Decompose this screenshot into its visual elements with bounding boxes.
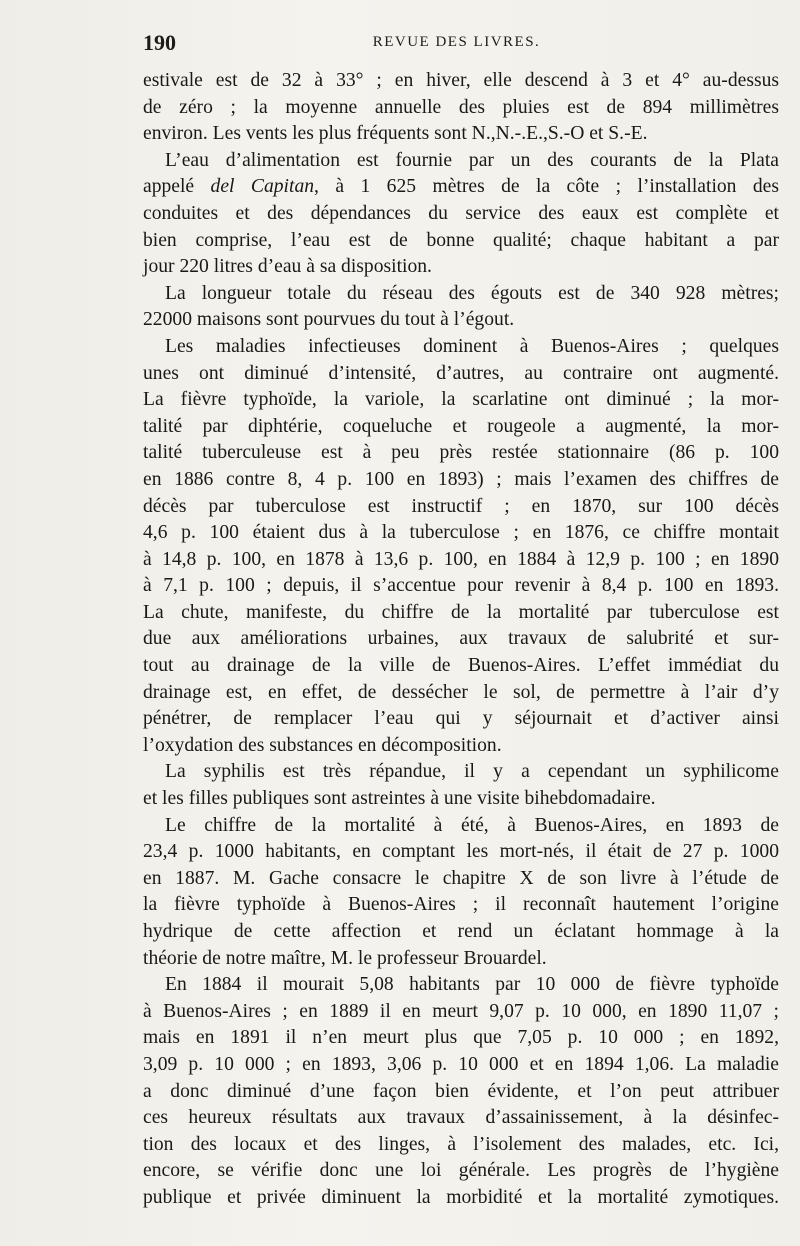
text-line: à 14,8 p. 100, en 1878 à 13,6 p. 100, en 1884 à 12,9 p. 100 ; en 1890 — [143, 548, 779, 570]
text-line: 22000 maisons sont pourvues du tout à l’égout. — [143, 309, 515, 331]
text-line: La chute, manifeste, du chiffre de la mortalité par tuberculose est — [143, 601, 779, 623]
text-line: a donc diminué d’une façon bien évidente, et l’on peut attribuer — [143, 1080, 779, 1102]
text-line: La syphilis est très répandue, il y a cependant un syphilicome — [165, 761, 779, 783]
text-line: tout au drainage de la ville de Buenos-Aires. L’effet immédiat du — [143, 655, 779, 677]
text-line: encore, se vérifie donc une loi générale. Les progrès de l’hygiène — [143, 1160, 779, 1182]
text-line: théorie de notre maître, M. le professeur Brouardel. — [143, 947, 547, 969]
text-line: environ. Les vents les plus fréquents sont N.,N.-.E.,S.-O et S.-E. — [143, 123, 648, 145]
text-line: due aux améliorations urbaines, aux travaux de salubrité et sur- — [143, 628, 779, 650]
text-line: En 1884 il mourait 5,08 habitants par 10 000 de fièvre typhoïde — [165, 974, 779, 996]
text-line: 3,09 p. 10 000 ; en 1893, 3,06 p. 10 000 et en 1894 1,06. La maladie — [143, 1053, 779, 1075]
text-line: en 1887. M. Gache consacre le chapitre X de son livre à l’étude de — [143, 867, 779, 889]
text-line: talité tuberculeuse est à peu près restée stationnaire (86 p. 100 — [143, 442, 779, 464]
body-text — [143, 68, 779, 1212]
text-line: talité par diphtérie, coqueluche et rougeole a augmenté, la mor- — [143, 415, 779, 437]
text-line: de zéro ; la moyenne annuelle des pluies est de 894 millimètres — [143, 96, 779, 118]
running-title: REVUE DES LIVRES. — [372, 34, 541, 50]
page-number: 190 — [143, 30, 176, 55]
text-line: et les filles publiques sont astreintes à une visite bihebdomadaire. — [143, 788, 656, 810]
text-line: unes ont diminué d’intensité, d’autres, au contraire ont augmenté. — [143, 362, 779, 384]
text-line: drainage est, en effet, de dessécher le sol, de permettre à l’air d’y — [143, 681, 779, 703]
text-line: jour 220 litres d’eau à sa disposition. — [143, 256, 432, 278]
text-line: tion des locaux et des linges, à l’isolement des malades, etc. Ici, — [143, 1133, 779, 1155]
text-line: ces heureux résultats aux travaux d’assainissement, à la désinfec- — [143, 1107, 779, 1129]
text-line: l’oxydation des substances en décomposition. — [143, 734, 502, 756]
text-line: L’eau d’alimentation est fournie par un des courants de la Plata — [165, 149, 779, 171]
text-line: La fièvre typhoïde, la variole, la scarlatine ont diminué ; la mor- — [143, 389, 779, 411]
page-header — [143, 30, 770, 60]
text-line: à 7,1 p. 100 ; depuis, il s’accentue pour revenir à 8,4 p. 100 en 1893. — [143, 575, 779, 597]
text-line: à Buenos-Aires ; en 1889 il en meurt 9,07 p. 10 000, en 1890 11,07 ; — [143, 1000, 779, 1022]
text-line: appelé del Capitan, à 1 625 mètres de la côte ; l’installation des — [143, 176, 780, 198]
text-line: mais en 1891 il n’en meurt plus que 7,05 p. 10 000 ; en 1892, — [143, 1027, 779, 1049]
text-line: 23,4 p. 1000 habitants, en comptant les mort-nés, il était de 27 p. 1000 — [143, 841, 779, 863]
text-line: hydrique de cette affection et rend un éclatant hommage à la — [143, 921, 779, 942]
text-line: publique et privée diminuent la morbidité et la mortalité zymotiques. — [143, 1186, 779, 1208]
text-line: Les maladies infectieuses dominent à Buenos-Aires ; quelques — [165, 335, 779, 357]
text-line: décès par tuberculose est instructif ; en 1870, sur 100 décès — [143, 495, 779, 517]
text-line: conduites et des dépendances du service des eaux est complète et — [143, 202, 779, 224]
text-line: la fièvre typhoïde à Buenos-Aires ; il reconnaît hautement l’origine — [143, 894, 779, 916]
text-line: bien comprise, l’eau est de bonne qualité; chaque habitant a par — [143, 229, 779, 251]
text-line: estivale est de 32 à 33° ; en hiver, elle descend à 3 et 4° au-dessus — [143, 70, 779, 91]
text-line: en 1886 contre 8, 4 p. 100 en 1893) ; mais l’examen des chiffres de — [143, 468, 779, 490]
text-line: Le chiffre de la mortalité à été, à Buenos-Aires, en 1893 de — [165, 814, 779, 836]
text-line: La longueur totale du réseau des égouts est de 340 928 mètres; — [165, 282, 779, 304]
text-line: 4,6 p. 100 étaient dus à la tuberculose ; en 1876, ce chiffre montait — [143, 522, 779, 544]
text-line: pénétrer, de remplacer l’eau qui y séjournait et d’activer ainsi — [143, 708, 779, 730]
